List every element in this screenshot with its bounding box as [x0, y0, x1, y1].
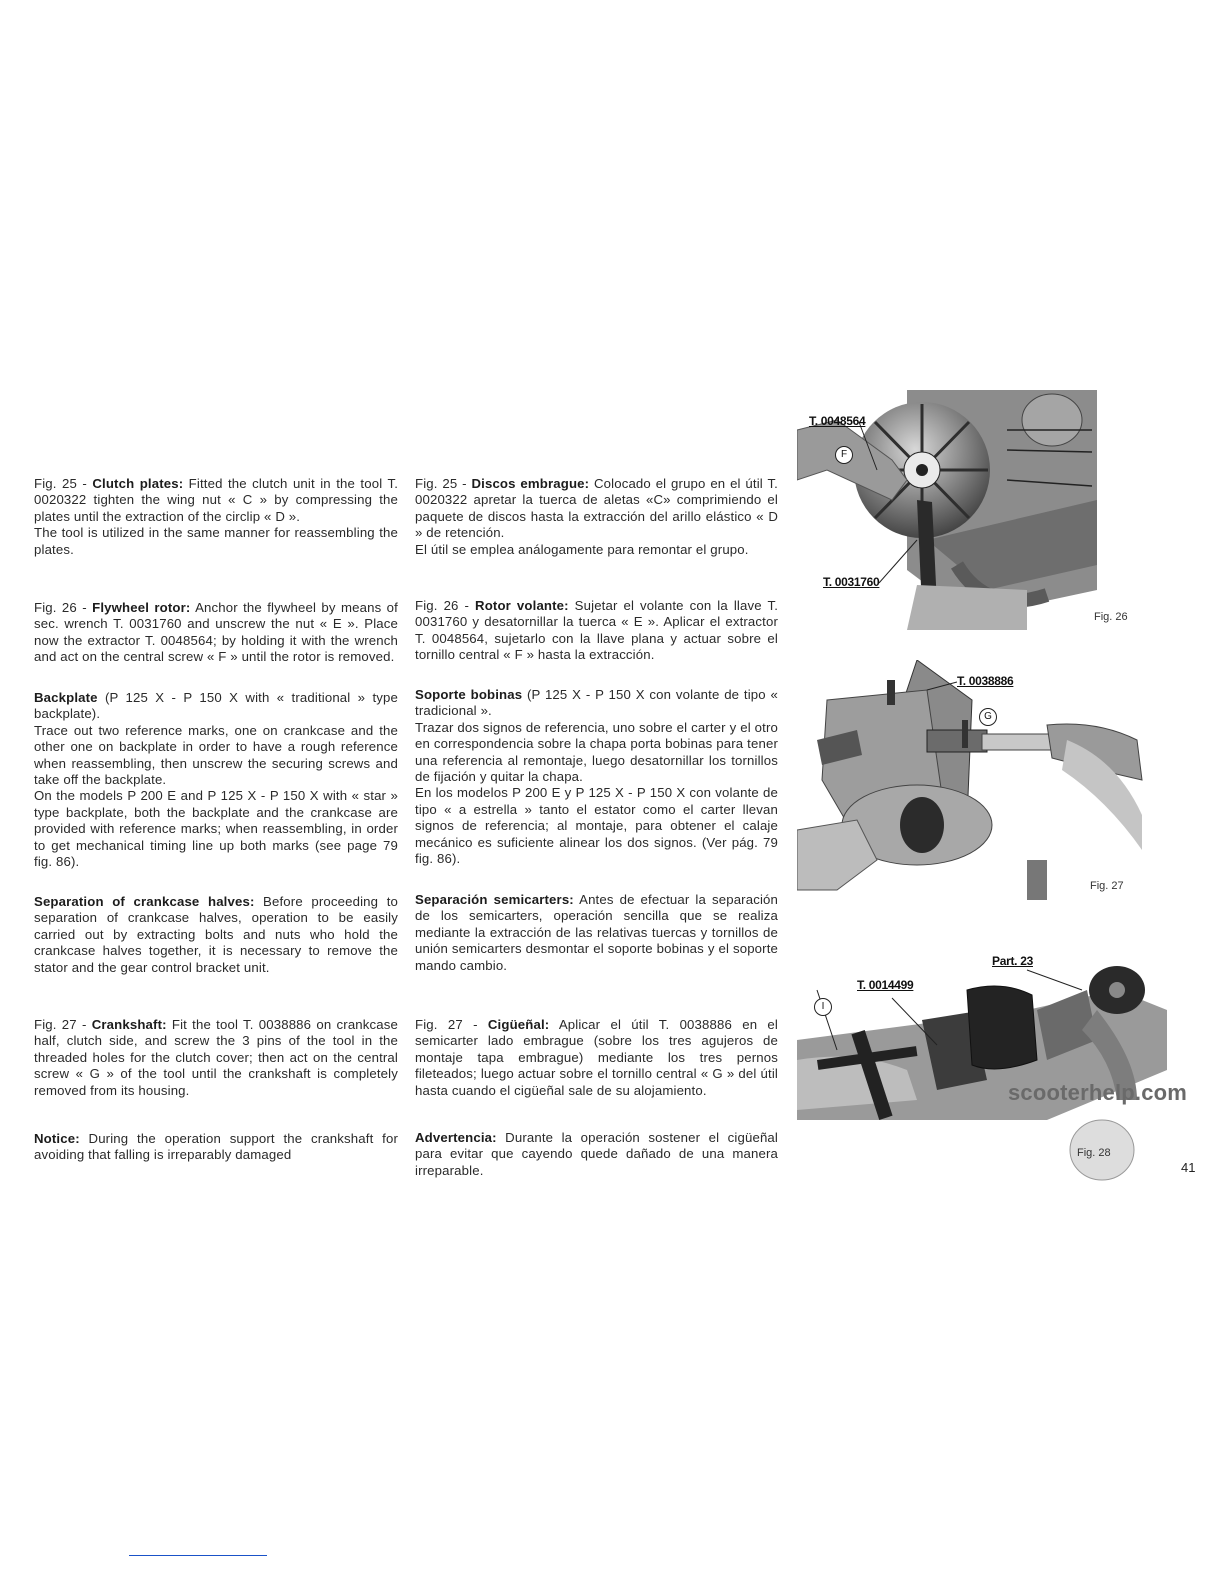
- figure-26-tool-label-bottom: T. 0031760: [823, 575, 880, 589]
- en-fig25-text2: The tool is utilized in the same manner for reassembling the plates.: [34, 525, 398, 557]
- es-fig27-paragraph: [415, 1017, 778, 1099]
- figure-26: [797, 390, 1097, 635]
- watermark-text: scooterhelp.com: [1008, 1080, 1188, 1105]
- es-fig26-text: Sujetar el volante con la llave T. 0031760 y desatornillar la tuerca « E ». Aplicar el extractor T. 0048564, sujetarlo con la llave plana y actuar sobre el tornillo central « F » hasta la extracción.: [415, 598, 779, 663]
- en-fig27-title: Crankshaft:: [91, 1017, 167, 1032]
- figure-28-letter-marker: I: [814, 998, 832, 1016]
- en-fig27-paragraph: [34, 1017, 398, 1099]
- en-backplate-text3: On the models P 200 E and P 125 X - P 150 X with « star » type backplate, both the backplate and the crankcase are provided with reference marks; when reassembling, in order to get mechanical timing line up both marks (see page 79 fig. 86).: [34, 788, 398, 870]
- es-advertencia-paragraph: [415, 1130, 778, 1179]
- figure-28-tool-label-left: T. 0014499: [857, 978, 914, 992]
- es-fig27-lead: Fig. 27 -: [415, 1017, 488, 1032]
- en-fig26-title: Flywheel rotor:: [92, 600, 191, 615]
- en-backplate-text: (P 125 X - P 150 X with « traditional » type backplate).: [34, 690, 398, 722]
- en-fig26-lead: Fig. 26 -: [34, 600, 93, 615]
- figure-26-caption: Fig. 26: [1094, 611, 1128, 623]
- en-notice-text: During the operation support the crankshaft for avoiding that falling is irreparably damaged: [34, 1131, 398, 1163]
- en-separation-title: Separation of crankcase halves:: [34, 894, 255, 909]
- figure-26-letter-marker: F: [835, 446, 853, 464]
- en-backplate-text2: Trace out two reference marks, one on crankcase and the other one on backplate in order to have a rough reference when reassembling, then unscrew the securing screws and take off the backplate.: [34, 722, 398, 788]
- en-fig27-text: Fit the tool T. 0038886 on crankcase half, clutch side, and screw the 3 pins of the tool in the threaded holes for the clutch cover; then act on the central screw « G » of the tool until the crankshaft is completely removed from its housing.: [34, 1017, 398, 1098]
- es-soporte-paragraph: [415, 687, 778, 867]
- en-fig26-text: Anchor the flywheel by means of sec. wrench T. 0031760 and unscrew the nut « E ». Place now the extractor T. 0048564; by holding it with the wrench and act on the central screw « F » until the rotor is removed.: [34, 600, 398, 665]
- en-notice-title: Notice:: [34, 1131, 80, 1146]
- en-notice-paragraph: [34, 1131, 398, 1164]
- figure-27-tool-label-top: T. 0038886: [957, 674, 1014, 688]
- en-separation-paragraph: [34, 894, 398, 976]
- es-fig25-paragraph: [415, 476, 778, 558]
- es-separacion-paragraph: [415, 892, 778, 974]
- figure-27: [797, 660, 1147, 910]
- footer-rule: [129, 1555, 267, 1556]
- es-soporte-text2: Trazar dos signos de referencia, uno sobre el carter y el otro en correspondencia sobre la chapa porta bobinas para tener una referencia al remontaje, luego desatornillar los tornillos de fijación y quitar la chapa.: [415, 719, 778, 785]
- figure-27-letter-marker: G: [979, 708, 997, 726]
- es-soporte-text3: En los modelos P 200 E y P 125 X - P 150 X con volante de tipo « a estrella » tanto el estator como el carter llevan signos de referencia; al montaje, para obtener el calaje mecánico es suficiente alinear los dos signos. (Ver pág. 79 fig. 86).: [415, 785, 778, 867]
- es-fig25-title: Discos embrague:: [471, 476, 590, 491]
- page-number: 41: [1181, 1160, 1196, 1175]
- es-fig26-lead: Fig. 26 -: [415, 598, 476, 613]
- es-fig25-text2: El útil se emplea análogamente para remontar el grupo.: [415, 541, 749, 557]
- es-separacion-title: Separación semicarters:: [415, 892, 574, 907]
- es-fig25-text: Colocado el grupo en el útil T. 0020322 apretar la tuerca de aletas «C» comprimiendo el paquete de discos hasta la extracción del arillo elástico « D » de retención.: [415, 476, 778, 541]
- en-fig25-title: Clutch plates:: [92, 476, 184, 491]
- en-fig27-lead: Fig. 27 -: [34, 1017, 92, 1032]
- en-separation-text: Before proceeding to separation of crankcase halves, operation to be easily carried out by extracting bolts and nuts who hold the crankcase halves together, it is necessary to remove the stator and the gear control bracket unit.: [34, 894, 398, 975]
- figure-27-photo: [797, 660, 1147, 910]
- en-fig25-lead: Fig. 25 -: [34, 476, 93, 491]
- es-fig26-paragraph: [415, 598, 778, 664]
- es-fig27-text: Aplicar el útil T. 0038886 en el semicarter lado embrague (sobre los tres agujeros de montaje tapa embrague) mediante los tres pernos fileteados; luego actuar sobre el tornillo central « G » del útil hasta cuando el cigüeñal sale de su alojamiento.: [415, 1017, 778, 1098]
- en-fig25-paragraph: [34, 476, 398, 558]
- es-advertencia-text: Durante la operación sostener el cigüeñal para evitar que cayendo quede dañado de una manera irreparable.: [415, 1130, 778, 1178]
- en-backplate-title: Backplate: [34, 690, 98, 705]
- figure-28-caption: Fig. 28: [1077, 1147, 1111, 1159]
- es-soporte-title: Soporte bobinas: [415, 687, 523, 702]
- es-fig26-title: Rotor volante:: [475, 598, 569, 613]
- es-soporte-text: (P 125 X - P 150 X con volante de tipo « tradicional ».: [415, 687, 778, 719]
- es-advertencia-title: Advertencia:: [415, 1130, 497, 1145]
- es-fig27-title: Cigüeñal:: [487, 1017, 550, 1032]
- en-backplate-paragraph: [34, 690, 398, 870]
- en-fig26-paragraph: [34, 600, 398, 666]
- en-fig25-text: Fitted the clutch unit in the tool T. 0020322 tighten the wing nut « C » by compressing the plates until the extraction of the circlip « D ».: [34, 476, 399, 524]
- figure-26-tool-label-top: T. 0048564: [809, 414, 866, 428]
- es-fig25-lead: Fig. 25 -: [415, 476, 472, 491]
- es-separacion-text: Antes de efectuar la separación de los semicarters, operación sencilla que se realiza mediante la extracción de las relativas tuercas y tornillos de unión semicarters desmontar el soporte bobinas y el soporte mando cambio.: [415, 892, 778, 973]
- figure-27-caption: Fig. 27: [1090, 880, 1124, 892]
- figure-28-tool-label-right: Part. 23: [992, 954, 1033, 968]
